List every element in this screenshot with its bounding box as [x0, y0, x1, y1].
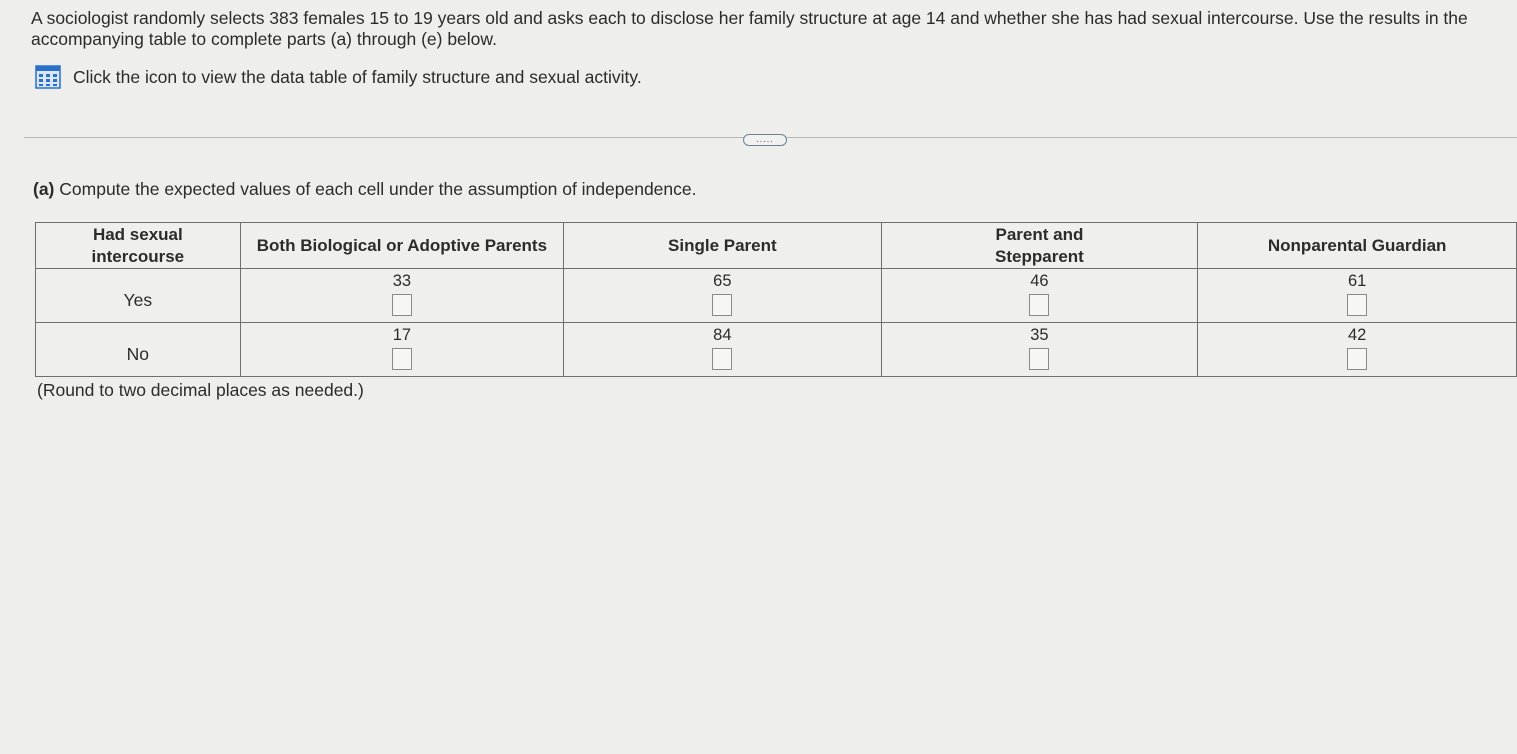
observed-count: 61 — [1347, 272, 1367, 290]
expected-value-input[interactable] — [712, 294, 732, 316]
column-header: Both Biological or Adoptive Parents — [240, 223, 564, 269]
observed-count: 42 — [1347, 326, 1367, 344]
row-label: Yes — [36, 269, 241, 323]
rounding-note: (Round to two decimal places as needed.) — [37, 380, 364, 400]
observed-count: 17 — [392, 326, 412, 344]
part-a-text: Compute the expected values of each cell under the assumption of independence. — [59, 179, 697, 199]
observed-count: 35 — [1030, 326, 1049, 344]
data-table-link-label[interactable]: Click the icon to view the data table of family structure and sexual activity. — [73, 66, 642, 87]
table-row — [36, 269, 1517, 323]
part-a-label: (a) — [33, 179, 55, 199]
part-a-prompt — [33, 179, 697, 200]
table-cell — [564, 323, 881, 377]
observed-count: 33 — [392, 272, 412, 290]
expected-value-input[interactable] — [392, 348, 412, 370]
expected-value-input[interactable] — [1029, 294, 1049, 316]
table-header-row — [36, 223, 1517, 269]
observed-count: 46 — [1030, 272, 1049, 290]
observed-count: 65 — [713, 272, 732, 290]
table-icon[interactable] — [35, 65, 61, 89]
expected-value-input[interactable] — [1347, 348, 1367, 370]
table-cell — [240, 323, 564, 377]
row-label: No — [36, 323, 241, 377]
table-cell — [881, 323, 1198, 377]
problem-statement: A sociologist randomly selects 383 females 15 to 19 years old and asks each to disclose her family structure at age 14 and whether she has had sexual intercourse. Use the results in the accompanying table to complete parts (a) through (e) below. — [31, 8, 1468, 49]
expected-value-input[interactable] — [1029, 348, 1049, 370]
column-header: Parent and Stepparent — [881, 223, 1198, 269]
table-cell — [1198, 323, 1517, 377]
column-header: Single Parent — [564, 223, 881, 269]
expected-value-input[interactable] — [1347, 294, 1367, 316]
table-row — [36, 323, 1517, 377]
data-table-link[interactable] — [35, 65, 642, 89]
observed-count: 84 — [713, 326, 732, 344]
row-variable-header: Had sexual intercourse — [36, 223, 241, 269]
table-cell — [240, 269, 564, 323]
expand-button[interactable]: ..... — [743, 134, 787, 146]
table-cell — [881, 269, 1198, 323]
table-cell — [1198, 269, 1517, 323]
expected-value-input[interactable] — [392, 294, 412, 316]
expected-value-input[interactable] — [712, 348, 732, 370]
expected-values-table — [35, 222, 1517, 377]
column-header: Nonparental Guardian — [1198, 223, 1517, 269]
table-cell — [564, 269, 881, 323]
